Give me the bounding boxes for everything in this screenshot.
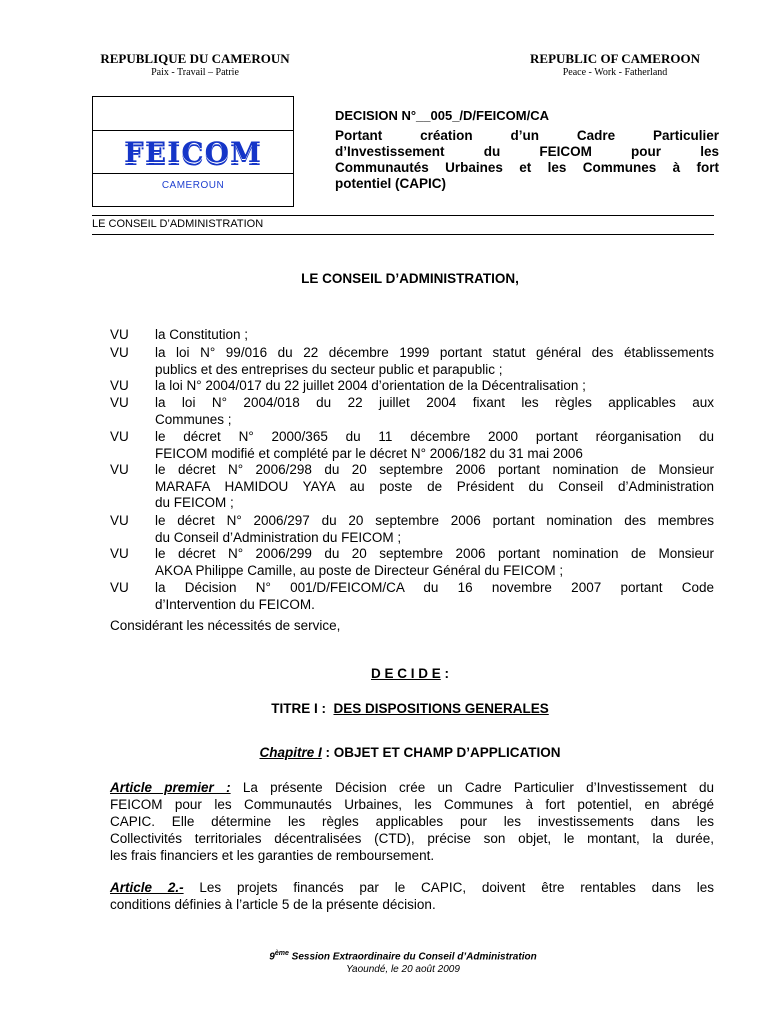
motto-en: Peace - Work - Fatherland bbox=[562, 67, 668, 78]
article-1-label: Article premier : bbox=[110, 780, 231, 795]
chapitre-text: : OBJET ET CHAMP D’APPLICATION bbox=[321, 745, 561, 760]
vu-line: du Conseil d’Administration du FEICOM ; bbox=[155, 529, 402, 545]
vu-text bbox=[155, 395, 714, 428]
article-1-line: les frais financiers et les garanties de remboursement. bbox=[110, 848, 435, 863]
vu-text bbox=[155, 462, 714, 512]
logo-country: CAMEROUN bbox=[161, 180, 225, 191]
article-1-line: Collectivités territoriales décentralisées (CTD), précise son objet, le montant, la durée, bbox=[110, 831, 714, 846]
vu-text bbox=[155, 327, 714, 344]
decide-heading bbox=[92, 666, 728, 681]
logo-divider-bottom bbox=[93, 173, 293, 174]
vu-line: la Constitution ; bbox=[155, 327, 249, 342]
vu-text bbox=[155, 580, 714, 613]
vu-label: VU bbox=[110, 513, 129, 528]
footer-session bbox=[92, 950, 714, 962]
article-2-line: conditions définies à l’article 5 de la présente décision. bbox=[110, 897, 436, 912]
vu-text bbox=[155, 429, 714, 462]
decide-colon: : bbox=[440, 666, 449, 681]
footer-ordinal: 9 bbox=[269, 951, 275, 963]
footer-ordinal-sup: ème bbox=[274, 950, 289, 957]
decide-word: D E C I D E bbox=[370, 666, 441, 681]
vu-line: publics et des entreprises du secteur public et parapublic ; bbox=[155, 361, 503, 377]
decision-subject-line: d’Investissement du FEICOM pour les bbox=[335, 144, 719, 159]
vu-line: AKOA Philippe Camille, au poste de Directeur Général du FEICOM ; bbox=[155, 562, 564, 578]
vu-label: VU bbox=[110, 546, 129, 561]
vu-label: VU bbox=[110, 429, 129, 444]
vu-line: FEICOM modifié et complété par le décret N° 2006/182 du 31 mai 2006 bbox=[155, 445, 583, 461]
decision-subject-line: Portant création d’un Cadre Particulier bbox=[335, 128, 719, 143]
titre-label: TITRE I : bbox=[271, 701, 326, 716]
vu-line: MARAFA HAMIDOU YAYA au poste de Président du Conseil d’Administration bbox=[155, 478, 714, 494]
article-2-label: Article 2.- bbox=[110, 880, 184, 895]
decision-subject-line: Communautés Urbaines et les Communes à fort bbox=[335, 160, 719, 175]
vu-text bbox=[155, 546, 714, 579]
vu-line: d’Intervention du FEICOM. bbox=[155, 596, 315, 612]
article-1 bbox=[110, 779, 714, 864]
decision-number: DECISION N°__005_/D/FEICOM/CA bbox=[335, 108, 549, 123]
vu-label: VU bbox=[110, 462, 129, 477]
article-1-line: CAPIC. Elle détermine les règles applicables pour les investissements dans les bbox=[110, 814, 714, 829]
vu-line: la loi N° 2004/017 du 22 juillet 2004 d’orientation de la Décentralisation ; bbox=[155, 378, 586, 393]
footer-session-text: Session Extraordinaire du Conseil d’Administration bbox=[288, 951, 537, 963]
vu-label: VU bbox=[110, 327, 129, 342]
issuer-small: LE CONSEIL D’ADMINISTRATION bbox=[92, 218, 264, 230]
decision-subject-line: potentiel (CAPIC) bbox=[335, 176, 446, 191]
vu-text bbox=[155, 378, 714, 395]
vu-label: VU bbox=[110, 378, 129, 393]
article-2-line: Les projets financés par le CAPIC, doivent être rentables dans les bbox=[183, 880, 714, 895]
chapitre-heading bbox=[92, 745, 728, 760]
header-rule-bottom bbox=[92, 234, 714, 235]
article-2 bbox=[110, 879, 714, 913]
chapitre-label: Chapitre I bbox=[259, 745, 322, 760]
republic-title-en: REPUBLIC OF CAMEROON bbox=[530, 51, 700, 66]
vu-line: Communes ; bbox=[155, 411, 232, 427]
article-1-line: FEICOM pour les Communautés Urbaines, les Communes à fort potentiel, en abrégé bbox=[110, 797, 714, 812]
motto-fr: Paix - Travail – Patrie bbox=[151, 67, 239, 78]
decision-subject bbox=[335, 128, 719, 192]
vu-label: VU bbox=[110, 395, 129, 410]
header-rule-top bbox=[92, 215, 714, 216]
footer-place-date: Yaoundé, le 20 août 2009 bbox=[346, 964, 460, 975]
feicom-wordmark: FEICOM bbox=[124, 136, 262, 169]
vu-line: le décret N° 2006/297 du 20 septembre 2006 portant nomination des membres bbox=[155, 513, 714, 528]
feicom-logo bbox=[92, 96, 294, 207]
vu-text bbox=[155, 345, 714, 378]
republic-title-fr: REPUBLIQUE DU CAMEROUN bbox=[100, 51, 290, 66]
vu-line: le décret N° 2000/365 du 11 décembre 2000 portant réorganisation du bbox=[155, 429, 714, 444]
considerant: Considérant les nécessités de service, bbox=[110, 618, 341, 633]
titre-text: DES DISPOSITIONS GENERALES bbox=[333, 701, 549, 716]
vu-line: le décret N° 2006/298 du 20 septembre 2006 portant nomination de Monsieur bbox=[155, 462, 714, 477]
vu-line: la loi N° 99/016 du 22 décembre 1999 portant statut général des établissements bbox=[155, 345, 714, 360]
vu-line: le décret N° 2006/299 du 20 septembre 2006 portant nomination de Monsieur bbox=[155, 546, 714, 561]
vu-text bbox=[155, 513, 714, 546]
vu-line: la Décision N° 001/D/FEICOM/CA du 16 novembre 2007 portant Code bbox=[155, 580, 714, 595]
vu-line: la loi N° 2004/018 du 22 juillet 2004 fixant les règles applicables aux bbox=[155, 395, 714, 410]
vu-label: VU bbox=[110, 345, 129, 360]
titre-heading bbox=[92, 701, 728, 716]
logo-divider-top bbox=[93, 130, 293, 131]
article-1-line: La présente Décision crée un Cadre Particulier d’Investissement du bbox=[230, 780, 714, 795]
vu-label: VU bbox=[110, 580, 129, 595]
vu-line: du FEICOM ; bbox=[155, 495, 234, 511]
issuer-heading: LE CONSEIL D’ADMINISTRATION, bbox=[301, 271, 519, 286]
